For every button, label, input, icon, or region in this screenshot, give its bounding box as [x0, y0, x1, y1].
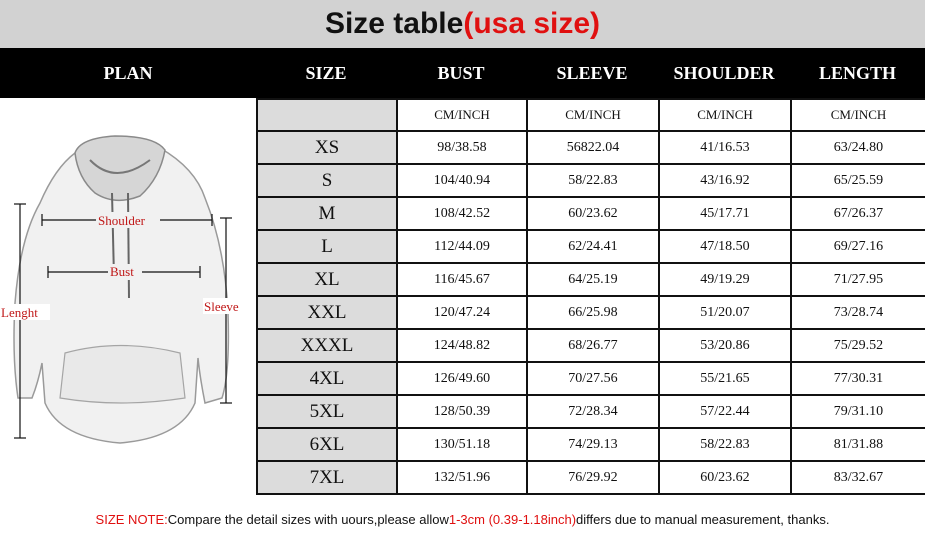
diagram-label-sleeve: Sleeve — [204, 299, 239, 314]
size-note-text-2: differs due to manual measurement, thanks. — [576, 511, 830, 527]
diagram-label-bust: Bust — [110, 264, 134, 279]
sleeve-cell: 56822.04 — [526, 130, 660, 165]
shoulder-cell: 47/18.50 — [658, 229, 792, 264]
bust-cell: 112/44.09 — [396, 229, 528, 264]
sleeve-cell: 74/29.13 — [526, 427, 660, 462]
length-cell: 77/30.31 — [790, 361, 925, 396]
unit-label-sleeve: CM/INCH — [526, 98, 660, 132]
shoulder-cell: 49/19.29 — [658, 262, 792, 297]
size-note-label: SIZE NOTE: — [95, 511, 168, 527]
shoulder-cell: 53/20.86 — [658, 328, 792, 363]
length-cell: 67/26.37 — [790, 196, 925, 231]
header-length: LENGTH — [818, 62, 897, 83]
sleeve-cell: 72/28.34 — [526, 394, 660, 429]
sleeve-cell: 58/22.83 — [526, 163, 660, 198]
shoulder-cell: 45/17.71 — [658, 196, 792, 231]
sleeve-cell: 70/27.56 — [526, 361, 660, 396]
unit-row-corner — [256, 98, 398, 132]
bust-cell: 126/49.60 — [396, 361, 528, 396]
size-cell: XXXL — [256, 328, 398, 363]
size-cell: M — [256, 196, 398, 231]
length-cell: 83/32.67 — [790, 460, 925, 495]
length-cell: 63/24.80 — [790, 130, 925, 165]
shoulder-cell: 41/16.53 — [658, 130, 792, 165]
length-cell: 65/25.59 — [790, 163, 925, 198]
length-cell: 75/29.52 — [790, 328, 925, 363]
diagram-label-shoulder: Shoulder — [98, 213, 145, 228]
size-cell: 4XL — [256, 361, 398, 396]
shoulder-cell: 58/22.83 — [658, 427, 792, 462]
size-cell: L — [256, 229, 398, 264]
header-shoulder: SHOULDER — [673, 62, 775, 83]
bust-cell: 124/48.82 — [396, 328, 528, 363]
size-cell: XL — [256, 262, 398, 297]
size-table-title — [0, 0, 925, 48]
size-note-range: 1-3cm (0.39-1.18inch) — [448, 511, 577, 527]
size-cell: XXL — [256, 295, 398, 330]
bust-cell: 98/38.58 — [396, 130, 528, 165]
shoulder-cell: 60/23.62 — [658, 460, 792, 495]
header-plan: PLAN — [103, 62, 153, 83]
bust-cell: 108/42.52 — [396, 196, 528, 231]
column-header-row — [0, 48, 925, 98]
bust-cell: 132/51.96 — [396, 460, 528, 495]
shoulder-cell: 51/20.07 — [658, 295, 792, 330]
bust-cell: 130/51.18 — [396, 427, 528, 462]
shoulder-cell: 57/22.44 — [658, 394, 792, 429]
length-cell: 73/28.74 — [790, 295, 925, 330]
sleeve-cell: 62/24.41 — [526, 229, 660, 264]
hoodie-illustration — [0, 98, 256, 492]
bust-cell: 116/45.67 — [396, 262, 528, 297]
title-main: Size table — [324, 7, 464, 40]
diagram-label-length: Lenght — [1, 305, 38, 320]
unit-label-bust: CM/INCH — [396, 98, 528, 132]
header-sleeve: SLEEVE — [556, 62, 628, 83]
length-cell: 69/27.16 — [790, 229, 925, 264]
unit-label-length: CM/INCH — [790, 98, 925, 132]
sleeve-cell: 60/23.62 — [526, 196, 660, 231]
sleeve-cell: 76/29.92 — [526, 460, 660, 495]
size-cell: 6XL — [256, 427, 398, 462]
size-note — [0, 498, 925, 540]
shoulder-cell: 43/16.92 — [658, 163, 792, 198]
shoulder-cell: 55/21.65 — [658, 361, 792, 396]
bust-cell: 120/47.24 — [396, 295, 528, 330]
size-cell: XS — [256, 130, 398, 165]
length-cell: 79/31.10 — [790, 394, 925, 429]
sleeve-cell: 68/26.77 — [526, 328, 660, 363]
unit-label-shoulder: CM/INCH — [658, 98, 792, 132]
bust-cell: 128/50.39 — [396, 394, 528, 429]
bust-cell: 104/40.94 — [396, 163, 528, 198]
length-cell: 81/31.88 — [790, 427, 925, 462]
size-note-text-1: Compare the detail sizes with uours,please allow — [167, 511, 449, 527]
header-bust: BUST — [437, 62, 485, 83]
size-cell: S — [256, 163, 398, 198]
size-cell: 7XL — [256, 460, 398, 495]
header-size: SIZE — [305, 62, 347, 83]
size-cell: 5XL — [256, 394, 398, 429]
hoodie-diagram — [0, 98, 256, 492]
sleeve-cell: 66/25.98 — [526, 295, 660, 330]
title-accent: (usa size) — [463, 7, 601, 40]
sleeve-cell: 64/25.19 — [526, 262, 660, 297]
length-cell: 71/27.95 — [790, 262, 925, 297]
